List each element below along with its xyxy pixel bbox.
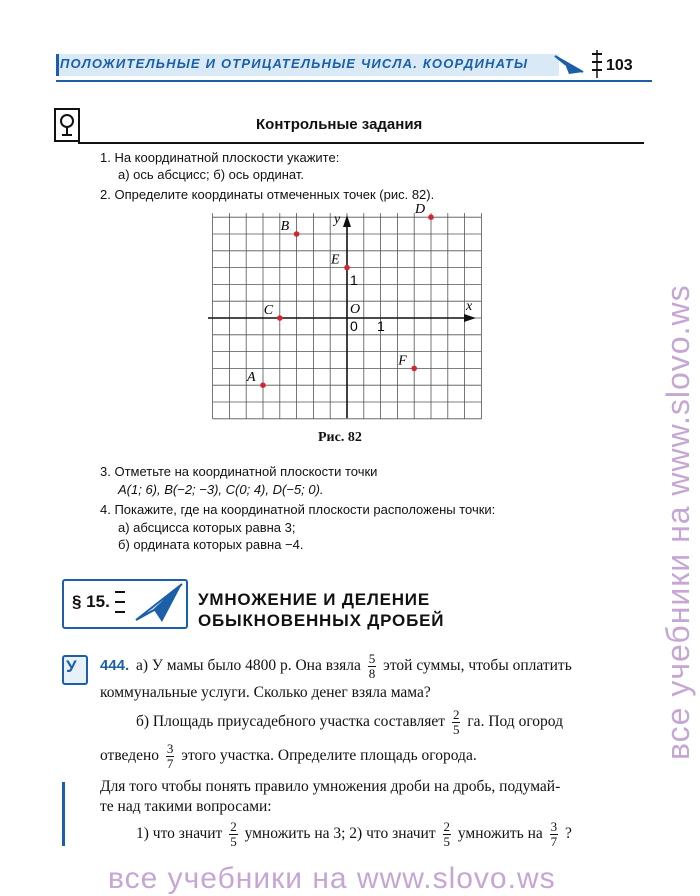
bottom-watermark: все учебники на www.slovo.ws (108, 862, 556, 895)
point-C (277, 315, 283, 321)
point-F (411, 366, 417, 372)
exercise-level-letter: У (66, 657, 77, 676)
point-label-E: E (331, 252, 340, 268)
notebook-spiral-icon (590, 50, 604, 80)
point-D (428, 214, 434, 220)
x-unit-label: 1 (377, 318, 385, 334)
exercise-b-line2: отведено $\frac{3}{7}$ этого участка. Определите площадь огорода. (100, 741, 477, 771)
side-watermark: все учебники на www.slovo.ws (660, 284, 696, 760)
notebook-spiral-icon (114, 584, 126, 622)
control-tasks-title: Контрольные задания (256, 116, 423, 133)
fraction: $\frac{2}{5}$ (443, 819, 450, 849)
exercise-number: 444. (100, 657, 130, 674)
think-questions: 1) что значит $\frac{2}{5}$ умножить на 3; 2) что значит $\frac{2}{5}$ умножить на $\frac{3}{7}$ ? (136, 819, 572, 849)
coordinate-plane (208, 202, 488, 423)
header-rule (56, 80, 652, 82)
point-label-F: F (398, 353, 407, 369)
zero-label: 0 (350, 318, 358, 334)
task-3-points: A(1; 6), B(−2; −3), C(0; 4), D(−5; 0). (118, 482, 324, 497)
task-1-parts: а) ось абсцисс; б) ось ординат. (118, 167, 305, 182)
paper-plane-icon (553, 50, 585, 78)
points-layer (246, 202, 434, 388)
point-label-C: C (263, 303, 274, 318)
paragraph-title-line1: УМНОЖЕНИЕ И ДЕЛЕНИЕ (198, 590, 430, 609)
think-line1: Для того чтобы понять правило умножения дроби на дробь, подумай- (100, 778, 561, 795)
think-block-marker (62, 782, 65, 846)
axes (208, 215, 476, 418)
point-A (260, 382, 266, 388)
paragraph-title-line2: ОБЫКНОВЕННЫХ ДРОБЕЙ (198, 611, 445, 630)
exercise-b-line1: б) Площадь приусадебного участка составляет $\frac{2}{5}$ га. Под огород (136, 707, 563, 737)
think-line2: те над такими вопросами: (100, 798, 272, 815)
fraction: $\frac{5}{8}$ (368, 651, 376, 681)
task-1: 1. На координатной плоскости укажите: (100, 150, 340, 165)
point-B (294, 231, 300, 237)
section-rule (78, 142, 644, 144)
task-3: 3. Отметьте на координатной плоскости точки (100, 464, 378, 479)
y-unit-label: 1 (350, 272, 358, 288)
fraction: $\frac{3}{7}$ (166, 741, 174, 771)
paper-plane-icon (132, 580, 186, 626)
task-2: 2. Определите координаты отмеченных точек (рис. 82). (100, 187, 435, 202)
y-axis-label: y (334, 212, 341, 227)
point-E (344, 265, 350, 271)
point-label-A: A (247, 370, 256, 386)
point-label-D: D (415, 202, 426, 218)
fraction: $\frac{2}{5}$ (452, 707, 460, 737)
paragraph-number: § 15. (72, 592, 110, 611)
lamp-icon (54, 108, 80, 142)
running-header-title: ПОЛОЖИТЕЛЬНЫЕ И ОТРИЦАТЕЛЬНЫЕ ЧИСЛА. КООРДИНАТЫ (60, 56, 529, 71)
figure-caption: Рис. 82 (318, 430, 362, 445)
x-axis-label: x (466, 299, 473, 314)
exercise-a-line1: а) У мамы было 4800 р. Она взяла $\frac{5}{8}$ этой суммы, чтобы оплатить (136, 651, 572, 681)
page-number: 103 (606, 57, 633, 74)
task-4: 4. Покажите, где на координатной плоскости расположены точки: (100, 502, 496, 517)
point-label-B: B (280, 219, 290, 234)
task-4b: б) ордината которых равна −4. (118, 537, 304, 552)
task-4a: а) абсцисса которых равна 3; (118, 520, 296, 535)
exercise-a-line2: коммунальные услуги. Сколько денег взяла мама? (100, 684, 431, 701)
fraction: $\frac{3}{7}$ (550, 819, 558, 849)
fraction: $\frac{2}{5}$ (230, 819, 237, 849)
origin-label: O (350, 302, 361, 317)
